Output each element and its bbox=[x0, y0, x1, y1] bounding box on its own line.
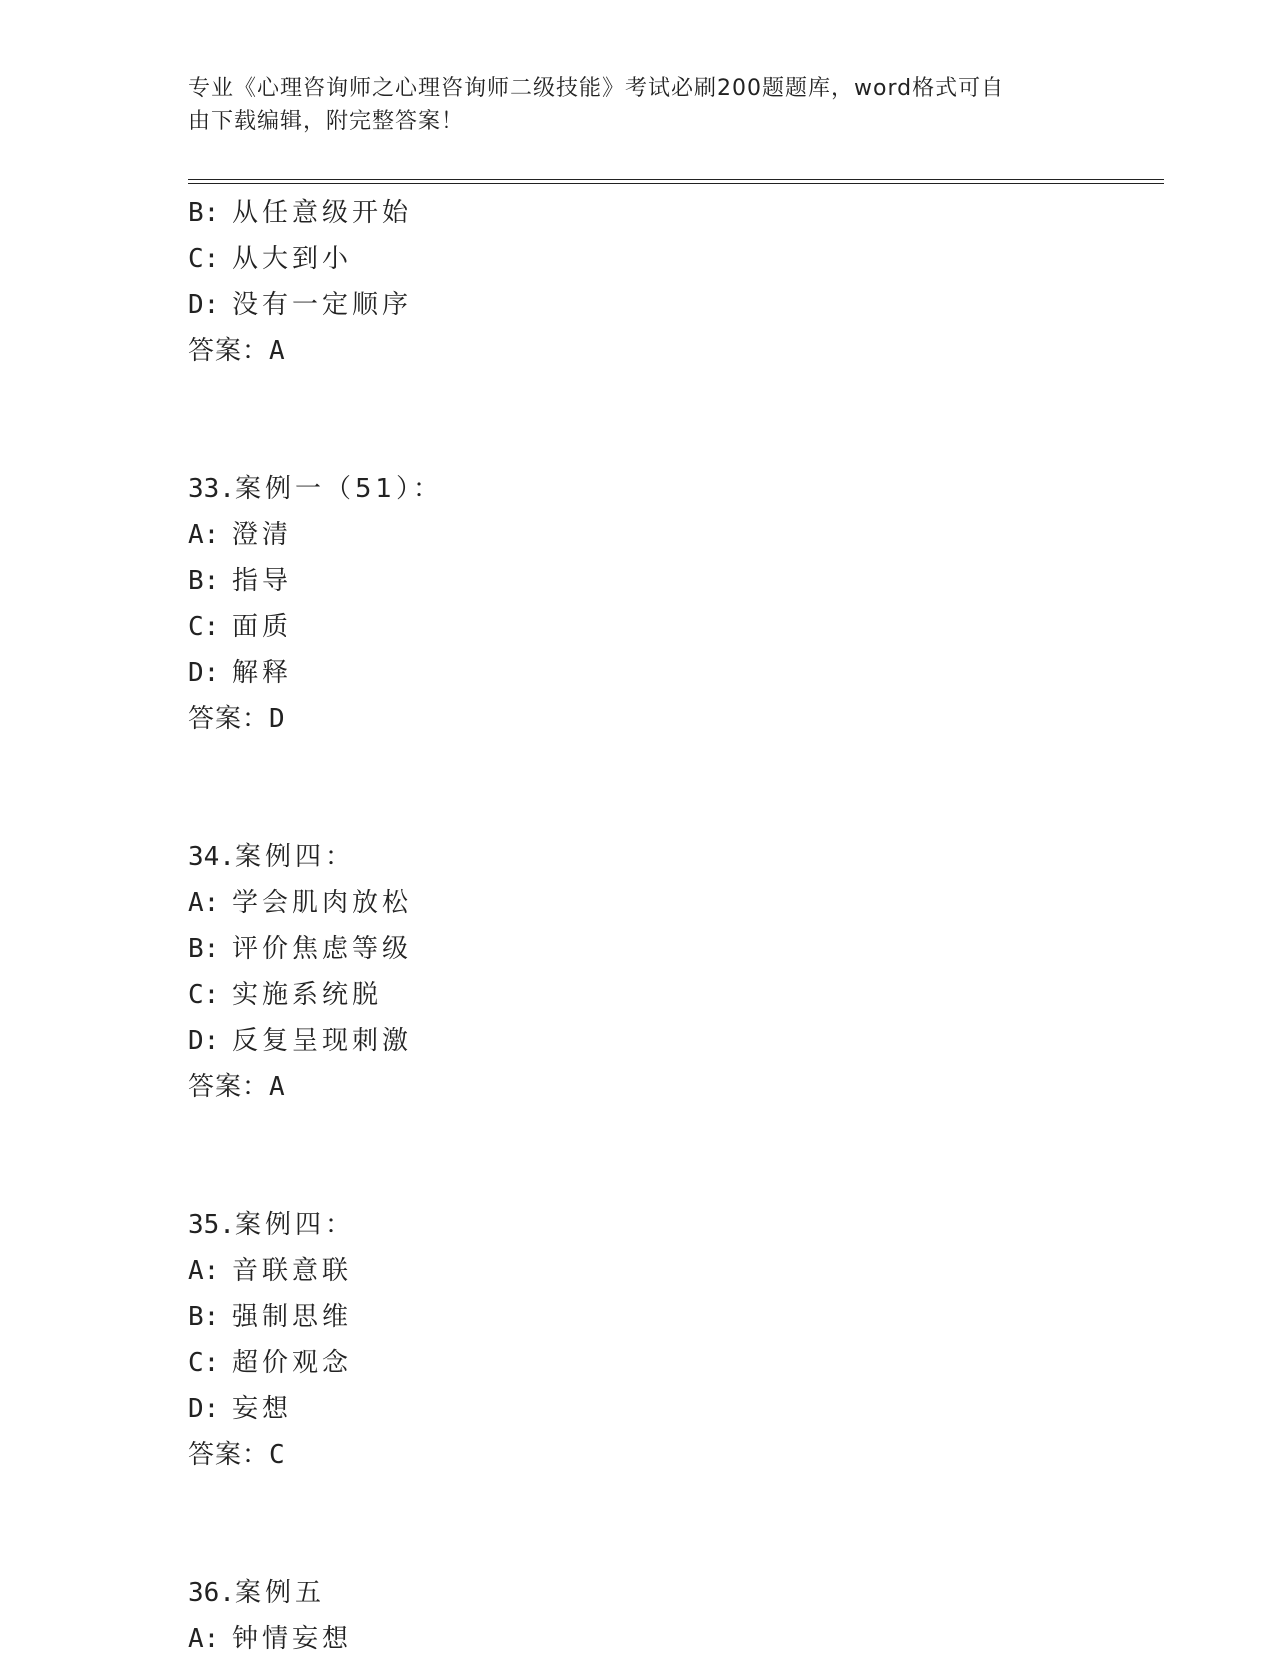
answer-line bbox=[188, 328, 1164, 374]
answer-value: D bbox=[269, 704, 285, 734]
question-number: 36. bbox=[188, 1578, 235, 1608]
option-c bbox=[188, 604, 1164, 650]
question-stem bbox=[188, 1202, 1164, 1248]
question-text: 案例一（51）： bbox=[234, 474, 444, 504]
option-text: 反复呈现刺激 bbox=[232, 1026, 413, 1056]
question-stem bbox=[188, 1570, 1164, 1616]
option-letter: B: bbox=[188, 566, 220, 596]
answer-label: 答案： bbox=[188, 336, 270, 366]
option-text: 学会肌肉放松 bbox=[232, 888, 413, 918]
option-b bbox=[188, 1294, 1164, 1340]
spacer bbox=[188, 742, 1164, 834]
question-text: 案例四： bbox=[234, 842, 355, 872]
answer-value: A bbox=[269, 1072, 285, 1102]
option-c bbox=[188, 1340, 1164, 1386]
option-a bbox=[188, 1616, 1164, 1662]
option-letter: B: bbox=[188, 198, 220, 228]
option-text: 从大到小 bbox=[232, 244, 353, 274]
option-c bbox=[188, 236, 1164, 282]
option-letter: A: bbox=[188, 1624, 220, 1654]
option-letter: D: bbox=[188, 658, 220, 688]
option-text: 评价焦虑等级 bbox=[232, 934, 413, 964]
answer-line bbox=[188, 1064, 1164, 1110]
question-text: 案例五 bbox=[234, 1578, 325, 1608]
answer-line bbox=[188, 1432, 1164, 1478]
answer-label: 答案： bbox=[188, 1072, 270, 1102]
question-number: 33. bbox=[188, 474, 235, 504]
option-b bbox=[188, 190, 1164, 236]
option-d bbox=[188, 650, 1164, 696]
option-letter: D: bbox=[188, 1394, 220, 1424]
question-text: 案例四： bbox=[234, 1210, 355, 1240]
question-block-34 bbox=[188, 834, 1164, 1110]
option-text: 指导 bbox=[232, 566, 293, 596]
option-a bbox=[188, 1248, 1164, 1294]
option-letter: D: bbox=[188, 290, 220, 320]
option-text: 钟情妄想 bbox=[232, 1624, 353, 1654]
option-c bbox=[188, 972, 1164, 1018]
option-letter: A: bbox=[188, 520, 220, 550]
option-d bbox=[188, 1018, 1164, 1064]
question-block-36 bbox=[188, 1570, 1164, 1662]
answer-label: 答案： bbox=[188, 1440, 270, 1470]
question-list bbox=[188, 190, 1164, 1662]
document-header bbox=[188, 72, 1068, 138]
option-text: 妄想 bbox=[232, 1394, 293, 1424]
option-letter: C: bbox=[188, 980, 220, 1010]
answer-line bbox=[188, 696, 1164, 742]
option-text: 从任意级开始 bbox=[232, 198, 413, 228]
header-line-2: 由下载编辑，附完整答案！ bbox=[188, 109, 465, 134]
option-letter: D: bbox=[188, 1026, 220, 1056]
option-text: 实施系统脱 bbox=[232, 980, 383, 1010]
option-a bbox=[188, 512, 1164, 558]
option-letter: A: bbox=[188, 888, 220, 918]
answer-value: C bbox=[269, 1440, 285, 1470]
option-text: 强制思维 bbox=[232, 1302, 353, 1332]
spacer bbox=[188, 1478, 1164, 1570]
option-d bbox=[188, 1386, 1164, 1432]
answer-value: A bbox=[269, 336, 285, 366]
header-divider bbox=[188, 179, 1164, 184]
header-line-1: 专业《心理咨询师之心理咨询师二级技能》考试必刷200题题库，word格式可自 bbox=[188, 76, 1005, 101]
option-a bbox=[188, 880, 1164, 926]
question-stem bbox=[188, 834, 1164, 880]
question-stem bbox=[188, 466, 1164, 512]
question-block-32 bbox=[188, 190, 1164, 374]
option-text: 音联意联 bbox=[232, 1256, 353, 1286]
option-letter: C: bbox=[188, 612, 220, 642]
spacer bbox=[188, 374, 1164, 466]
option-text: 没有一定顺序 bbox=[232, 290, 413, 320]
answer-label: 答案： bbox=[188, 704, 270, 734]
option-letter: C: bbox=[188, 244, 220, 274]
option-b bbox=[188, 926, 1164, 972]
question-block-33 bbox=[188, 466, 1164, 742]
spacer bbox=[188, 1110, 1164, 1202]
option-letter: B: bbox=[188, 934, 220, 964]
option-letter: B: bbox=[188, 1302, 220, 1332]
option-text: 超价观念 bbox=[232, 1348, 353, 1378]
question-block-35 bbox=[188, 1202, 1164, 1478]
question-number: 34. bbox=[188, 842, 235, 872]
option-letter: C: bbox=[188, 1348, 220, 1378]
option-d bbox=[188, 282, 1164, 328]
option-text: 澄清 bbox=[232, 520, 293, 550]
option-text: 面质 bbox=[232, 612, 293, 642]
question-number: 35. bbox=[188, 1210, 235, 1240]
option-letter: A: bbox=[188, 1256, 220, 1286]
option-b bbox=[188, 558, 1164, 604]
option-text: 解释 bbox=[232, 658, 293, 688]
